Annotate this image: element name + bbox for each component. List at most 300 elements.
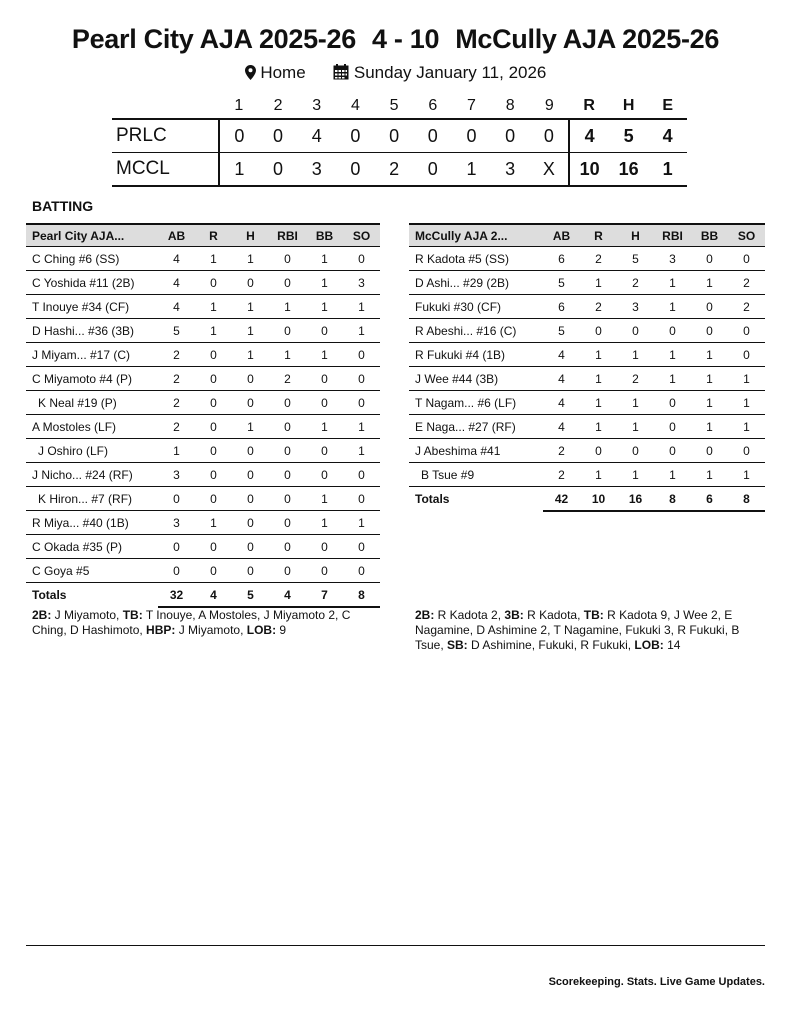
inning-score: 0	[219, 119, 259, 153]
home-team-name: McCully AJA 2025-26	[455, 24, 720, 54]
stat-value: 1	[195, 319, 232, 343]
stat-value: 4	[158, 295, 195, 319]
stat-value: 0	[195, 391, 232, 415]
stat-value: 1	[654, 343, 691, 367]
stat-value: 0	[232, 511, 269, 535]
stat-value: 1	[195, 247, 232, 271]
stat-value: 5	[543, 271, 580, 295]
stat-value: 1	[691, 391, 728, 415]
note-text: T Inouye, A Mostoles, J Miyamoto 2, C Ching, D Hashimoto,	[32, 608, 351, 637]
player-name: K Neal #19 (P)	[26, 391, 158, 415]
stat-value: 0	[343, 247, 380, 271]
stat-value: 0	[269, 559, 306, 583]
stat-value: 0	[654, 391, 691, 415]
stat-value: 0	[158, 487, 195, 511]
note-text: J Miyamoto,	[175, 623, 247, 637]
stat-header: AB	[543, 224, 580, 247]
player-name: D Ashi... #29 (2B)	[409, 271, 543, 295]
player-name: R Miya... #40 (1B)	[26, 511, 158, 535]
stat-value: 3	[617, 295, 654, 319]
stat-value: 2	[617, 271, 654, 295]
stat-value: 0	[232, 487, 269, 511]
table-row	[26, 391, 380, 415]
stat-value: 0	[232, 463, 269, 487]
stat-value: 1	[617, 463, 654, 487]
stat-value: 0	[343, 391, 380, 415]
stat-header: H	[617, 224, 654, 247]
final-score: 4 - 10	[371, 24, 440, 54]
stat-value: 0	[654, 439, 691, 463]
note-label: SB:	[447, 638, 468, 652]
player-name: R Kadota #5 (SS)	[409, 247, 543, 271]
hits-total: 16	[609, 153, 648, 187]
stat-value: 0	[580, 319, 617, 343]
stat-value: 1	[306, 343, 343, 367]
stat-value: 0	[269, 535, 306, 559]
stat-value: 1	[654, 463, 691, 487]
stat-value: 0	[654, 319, 691, 343]
note-label: LOB:	[246, 623, 277, 637]
table-row	[409, 295, 765, 319]
stat-value: 1	[158, 439, 195, 463]
totals-label: Totals	[409, 487, 543, 512]
inning-score: 0	[491, 119, 530, 153]
note-label: TB:	[122, 608, 143, 622]
stat-value: 0	[306, 535, 343, 559]
table-row	[26, 487, 380, 511]
table-row	[26, 295, 380, 319]
player-name: C Miyamoto #4 (P)	[26, 367, 158, 391]
stat-value: 5	[543, 319, 580, 343]
stat-value: 0	[343, 559, 380, 583]
stat-value: 1	[691, 367, 728, 391]
player-name: C Okada #35 (P)	[26, 535, 158, 559]
stat-value: 0	[195, 415, 232, 439]
stat-value: 1	[306, 511, 343, 535]
note-text: R Kadota,	[523, 608, 584, 622]
stat-value: 0	[343, 367, 380, 391]
table-row	[26, 439, 380, 463]
player-name: J Abeshima #41	[409, 439, 543, 463]
stat-value: 1	[691, 343, 728, 367]
inning-header: 7	[467, 97, 476, 114]
totals-value: 4	[195, 583, 232, 608]
totals-value: 8	[343, 583, 380, 608]
table-row	[26, 511, 380, 535]
stat-value: 1	[343, 511, 380, 535]
stat-header: BB	[306, 224, 343, 247]
batting-team-header: Pearl City AJA...	[26, 224, 158, 247]
stat-value: 0	[343, 343, 380, 367]
stat-value: 5	[617, 247, 654, 271]
inning-score: 0	[375, 119, 414, 153]
hits-total: 5	[609, 119, 648, 153]
calendar-icon	[333, 64, 349, 85]
totals-row	[409, 487, 765, 512]
stat-value: 3	[654, 247, 691, 271]
inning-score: 0	[413, 119, 452, 153]
inning-header: 8	[505, 97, 515, 114]
stat-value: 0	[617, 439, 654, 463]
stat-value: 1	[232, 319, 269, 343]
stat-value: 1	[654, 367, 691, 391]
stat-header: SO	[343, 224, 380, 247]
player-name: Fukuki #30 (CF)	[409, 295, 543, 319]
table-row	[26, 559, 380, 583]
table-row	[26, 415, 380, 439]
stat-value: 0	[728, 319, 765, 343]
runs-total: 10	[569, 153, 609, 187]
stat-header: H	[232, 224, 269, 247]
stat-value: 0	[158, 559, 195, 583]
stat-value: 0	[232, 535, 269, 559]
stat-value: 1	[343, 415, 380, 439]
note-text: J Miyamoto,	[51, 608, 123, 622]
game-date: Sunday January 11, 2026	[353, 63, 547, 82]
map-pin-icon	[245, 65, 256, 85]
stat-value: 0	[195, 559, 232, 583]
inning-score: 0	[336, 119, 375, 153]
footer-divider	[26, 945, 765, 946]
stat-value: 1	[728, 415, 765, 439]
stat-header: R	[580, 224, 617, 247]
stat-header: BB	[691, 224, 728, 247]
errors-header: E	[662, 97, 674, 114]
note-text: D Ashimine, Fukuki, R Fukuki,	[467, 638, 635, 652]
player-name: E Naga... #27 (RF)	[409, 415, 543, 439]
player-name: R Fukuki #4 (1B)	[409, 343, 543, 367]
stat-value: 1	[617, 391, 654, 415]
batting-notes-home	[415, 608, 765, 653]
stat-value: 0	[306, 367, 343, 391]
inning-header: 3	[312, 97, 322, 114]
stat-value: 0	[691, 439, 728, 463]
totals-value: 4	[269, 583, 306, 608]
stat-value: 0	[232, 367, 269, 391]
stat-value: 2	[728, 295, 765, 319]
stat-value: 4	[543, 343, 580, 367]
stat-value: 4	[543, 415, 580, 439]
stat-value: 1	[617, 415, 654, 439]
inning-score: 0	[452, 119, 491, 153]
table-row	[409, 247, 765, 271]
note-text: R Kadota 9, J Wee 2, E Nagamine, D Ashimine 2, T Nagamine, Fukuki 3, R Fukuki, B Tsue,	[415, 608, 740, 652]
batting-team-header: McCully AJA 2...	[409, 224, 543, 247]
table-row	[409, 391, 765, 415]
stat-value: 0	[691, 247, 728, 271]
inning-header: 2	[273, 97, 283, 114]
table-row	[409, 343, 765, 367]
stat-value: 0	[728, 439, 765, 463]
stat-value: 4	[543, 367, 580, 391]
stat-value: 1	[343, 295, 380, 319]
linescore-header	[112, 94, 687, 119]
stat-value: 0	[306, 319, 343, 343]
runs-header: R	[583, 97, 595, 114]
batting-table-home	[409, 223, 765, 512]
errors-total: 4	[648, 119, 687, 153]
stat-header: RBI	[654, 224, 691, 247]
table-row	[409, 319, 765, 343]
stat-value: 0	[728, 247, 765, 271]
stat-value: 4	[158, 271, 195, 295]
player-name: J Oshiro (LF)	[26, 439, 158, 463]
totals-value: 10	[580, 487, 617, 512]
stat-value: 0	[195, 439, 232, 463]
errors-total: 1	[648, 153, 687, 187]
stat-value: 0	[269, 319, 306, 343]
stat-value: 6	[543, 247, 580, 271]
stat-value: 2	[543, 439, 580, 463]
away-team-name: Pearl City AJA 2025-26	[71, 24, 356, 54]
table-row	[26, 367, 380, 391]
stat-value: 4	[543, 391, 580, 415]
stat-value: 1	[617, 343, 654, 367]
stat-value: 1	[232, 415, 269, 439]
stat-value: 0	[269, 439, 306, 463]
stat-value: 0	[195, 367, 232, 391]
stat-value: 3	[343, 271, 380, 295]
note-label: LOB:	[634, 638, 664, 652]
player-name: B Tsue #9	[409, 463, 543, 487]
stat-value: 1	[728, 367, 765, 391]
inning-score: 1	[219, 153, 259, 187]
totals-value: 32	[158, 583, 195, 608]
stat-value: 3	[158, 511, 195, 535]
batting-notes-away	[32, 608, 362, 638]
stat-value: 0	[195, 535, 232, 559]
note-text: 9	[276, 623, 287, 637]
stat-value: 1	[232, 343, 269, 367]
stat-value: 1	[306, 271, 343, 295]
player-name: C Goya #5	[26, 559, 158, 583]
stat-value: 0	[306, 391, 343, 415]
stat-value: 0	[580, 439, 617, 463]
totals-value: 7	[306, 583, 343, 608]
table-row	[26, 247, 380, 271]
inning-score: 1	[452, 153, 491, 187]
inning-score: 3	[297, 153, 336, 187]
stat-value: 0	[232, 271, 269, 295]
note-label: 2B:	[415, 608, 435, 622]
player-name: J Nicho... #24 (RF)	[26, 463, 158, 487]
stat-value: 0	[232, 559, 269, 583]
batting-table-away	[26, 223, 380, 608]
stat-value: 1	[306, 415, 343, 439]
inning-header: 6	[428, 97, 438, 114]
stat-value: 5	[158, 319, 195, 343]
batting-header-row	[26, 224, 380, 247]
totals-value: 16	[617, 487, 654, 512]
stat-value: 1	[691, 463, 728, 487]
player-name: C Yoshida #11 (2B)	[26, 271, 158, 295]
player-name: J Miyam... #17 (C)	[26, 343, 158, 367]
footer-tagline: Scorekeeping. Stats. Live Game Updates.	[548, 976, 765, 988]
inning-header: 1	[234, 97, 244, 114]
stat-value: 1	[343, 439, 380, 463]
stat-value: 1	[195, 295, 232, 319]
inning-score: 0	[259, 153, 298, 187]
inning-score: 0	[530, 119, 570, 153]
player-name: C Ching #6 (SS)	[26, 247, 158, 271]
stat-value: 0	[269, 463, 306, 487]
stat-value: 2	[728, 271, 765, 295]
table-row	[409, 367, 765, 391]
linescore-table	[112, 94, 687, 187]
note-label: HBP:	[146, 623, 176, 637]
stat-value: 1	[580, 463, 617, 487]
stat-value: 1	[654, 271, 691, 295]
note-text: R Kadota 2,	[434, 608, 505, 622]
table-row	[409, 271, 765, 295]
player-name: A Mostoles (LF)	[26, 415, 158, 439]
stat-value: 1	[343, 319, 380, 343]
stat-value: 1	[232, 295, 269, 319]
table-row	[409, 463, 765, 487]
stat-value: 0	[232, 439, 269, 463]
game-location: Home	[260, 63, 306, 82]
totals-label: Totals	[26, 583, 158, 608]
stat-value: 0	[195, 463, 232, 487]
stat-value: 0	[654, 415, 691, 439]
player-name: D Hashi... #36 (3B)	[26, 319, 158, 343]
game-info	[0, 63, 791, 85]
note-label: TB:	[583, 608, 604, 622]
stat-value: 2	[617, 367, 654, 391]
stat-value: 1	[691, 415, 728, 439]
game-title	[0, 24, 791, 55]
table-row	[409, 415, 765, 439]
note-text: 14	[663, 638, 681, 652]
totals-value: 8	[728, 487, 765, 512]
stat-value: 1	[580, 271, 617, 295]
stat-value: 1	[306, 487, 343, 511]
stat-value: 2	[580, 295, 617, 319]
stat-value: 1	[195, 511, 232, 535]
stat-value: 2	[158, 391, 195, 415]
stat-header: SO	[728, 224, 765, 247]
inning-score: 4	[297, 119, 336, 153]
linescore-row-home	[112, 153, 687, 187]
section-title: BATTING	[32, 198, 94, 214]
player-name: T Inouye #34 (CF)	[26, 295, 158, 319]
stat-value: 0	[269, 247, 306, 271]
inning-score: 0	[413, 153, 452, 187]
stat-value: 1	[306, 247, 343, 271]
stat-value: 0	[617, 319, 654, 343]
stat-value: 1	[232, 247, 269, 271]
stat-value: 1	[728, 463, 765, 487]
stat-header: R	[195, 224, 232, 247]
inning-score: 3	[491, 153, 530, 187]
stat-value: 1	[580, 391, 617, 415]
batting-header-row	[409, 224, 765, 247]
stat-value: 0	[269, 511, 306, 535]
stat-value: 0	[343, 487, 380, 511]
stat-value: 2	[158, 367, 195, 391]
stat-value: 0	[306, 559, 343, 583]
linescore-team: MCCL	[112, 153, 219, 187]
stat-value: 2	[269, 367, 306, 391]
stat-value: 3	[158, 463, 195, 487]
stat-value: 1	[269, 295, 306, 319]
stat-value: 1	[269, 343, 306, 367]
linescore-row-away	[112, 119, 687, 153]
stat-value: 2	[543, 463, 580, 487]
stat-value: 0	[343, 463, 380, 487]
stat-value: 0	[306, 463, 343, 487]
stat-value: 0	[728, 343, 765, 367]
stat-value: 1	[580, 415, 617, 439]
stat-value: 2	[158, 415, 195, 439]
note-label: 3B:	[504, 608, 524, 622]
stat-value: 0	[691, 295, 728, 319]
table-row	[26, 271, 380, 295]
stat-value: 0	[195, 271, 232, 295]
inning-score: 2	[375, 153, 414, 187]
stat-value: 1	[691, 271, 728, 295]
stat-header: RBI	[269, 224, 306, 247]
stat-value: 0	[269, 271, 306, 295]
stat-header: AB	[158, 224, 195, 247]
totals-value: 8	[654, 487, 691, 512]
stat-value: 0	[195, 487, 232, 511]
stat-value: 4	[158, 247, 195, 271]
stat-value: 0	[269, 391, 306, 415]
table-row	[26, 319, 380, 343]
player-name: J Wee #44 (3B)	[409, 367, 543, 391]
inning-header: 4	[350, 97, 360, 114]
stat-value: 0	[343, 535, 380, 559]
linescore-team: PRLC	[112, 119, 219, 153]
inning-header: 9	[544, 97, 554, 114]
inning-score: X	[530, 153, 570, 187]
stat-value: 2	[580, 247, 617, 271]
inning-score: 0	[336, 153, 375, 187]
runs-total: 4	[569, 119, 609, 153]
totals-value: 42	[543, 487, 580, 512]
stat-value: 0	[158, 535, 195, 559]
inning-header: 5	[389, 97, 399, 114]
player-name: T Nagam... #6 (LF)	[409, 391, 543, 415]
stat-value: 0	[195, 343, 232, 367]
totals-value: 6	[691, 487, 728, 512]
stat-value: 1	[306, 295, 343, 319]
stat-value: 0	[691, 319, 728, 343]
hits-header: H	[622, 97, 635, 114]
stat-value: 0	[232, 391, 269, 415]
table-row	[26, 535, 380, 559]
table-row	[26, 343, 380, 367]
stat-value: 1	[580, 367, 617, 391]
stat-value: 0	[306, 439, 343, 463]
stat-value: 6	[543, 295, 580, 319]
inning-score: 0	[259, 119, 298, 153]
stat-value: 1	[580, 343, 617, 367]
stat-value: 1	[728, 391, 765, 415]
stat-value: 2	[158, 343, 195, 367]
player-name: K Hiron... #7 (RF)	[26, 487, 158, 511]
note-label: 2B:	[32, 608, 52, 622]
stat-value: 0	[269, 415, 306, 439]
totals-value: 5	[232, 583, 269, 608]
table-row	[26, 463, 380, 487]
player-name: R Abeshi... #16 (C)	[409, 319, 543, 343]
totals-row	[26, 583, 380, 608]
table-row	[409, 439, 765, 463]
stat-value: 0	[269, 487, 306, 511]
stat-value: 1	[654, 295, 691, 319]
